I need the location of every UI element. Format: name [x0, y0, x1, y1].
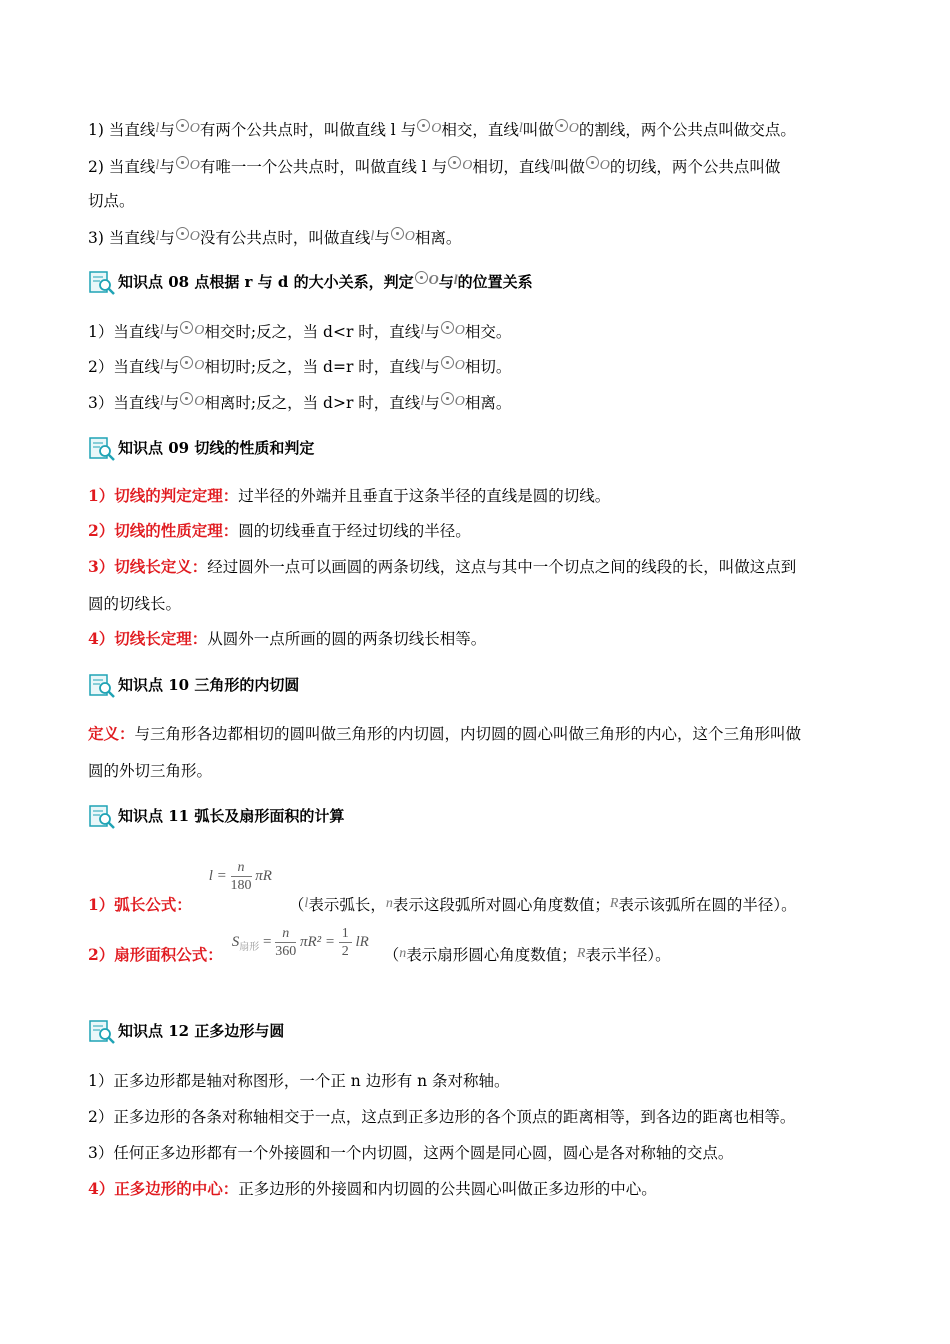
- magnifier-document-icon: [88, 271, 116, 295]
- circle-dot-icon: [176, 227, 189, 240]
- circle-dot-icon: [180, 321, 193, 334]
- s12-item2: 2）正多边形的各条对称轴相交于一点，这点到正多边形的各个顶点的距离相等，到各边的距离也相等。: [88, 1108, 796, 1126]
- circle-dot-icon: [391, 227, 404, 240]
- s09-item2: 2）切线的性质定理：圆的切线垂直于经过切线的半径。: [88, 521, 471, 540]
- s10-heading: 知识点 10 三角形的内切圆: [88, 674, 299, 698]
- circle-dot-icon: [176, 156, 189, 169]
- s12-item1: 1）正多边形都是轴对称图形，一个正 n 边形有 n 条对称轴。: [88, 1072, 510, 1090]
- s11-heading: 知识点 11 弧长及扇形面积的计算: [88, 805, 344, 829]
- circle-dot-icon: [441, 321, 454, 334]
- circle-dot-icon: [448, 156, 461, 169]
- s07-item1: 1) 当直线l与 O有两个公共点时，叫做直线 l 与 O相交，直线l叫做 O的割线，两个公共点叫做交点。: [88, 121, 796, 139]
- sector-area-equation: $S_{扇形}$ = $\frac{n}{360}$ πR² = $\frac{1}{2}$ lR: [231, 926, 369, 960]
- s09-item3: 3）切线长定义：经过圆外一点可以画圆的两条切线，这点与其中一个切点之间的线段的长，叫做这点到: [88, 557, 797, 576]
- s09-heading: 知识点 09 切线的性质和判定: [88, 437, 314, 461]
- magnifier-document-icon: [88, 674, 116, 698]
- magnifier-document-icon: [88, 805, 116, 829]
- s10-definition: 定义：与三角形各边都相切的圆叫做三角形的内切圆，内切圆的圆心叫做三角形的内心，这个三角形叫做: [88, 724, 802, 743]
- s08-heading: 知识点 08 点根据 r 与 d 的大小关系，判定 O与l的位置关系: [88, 270, 533, 295]
- circle-dot-icon: [441, 392, 454, 405]
- circle-dot-icon: [586, 156, 599, 169]
- s10-definition-cont: 圆的外切三角形。: [88, 762, 213, 780]
- circle-dot-icon: [415, 271, 428, 284]
- s09-item3-cont: 圆的切线长。: [88, 595, 182, 613]
- s09-item1: 1）切线的判定定理：过半径的外端并且垂直于这条半径的直线是圆的切线。: [88, 486, 611, 505]
- circle-dot-icon: [555, 119, 568, 132]
- magnifier-document-icon: [88, 437, 116, 461]
- magnifier-document-icon: [88, 1020, 116, 1044]
- arc-length-equation: l = $\frac{n}{180}$ πR: [208, 860, 272, 894]
- s07-item3: 3) 当直线l与 O没有公共点时，叫做直线l与 O相离。: [88, 229, 462, 247]
- s11-arc-length-formula: 1）弧长公式： l = $\frac{n}{180}$ πR （l表示弧长，n表示这段弧所对圆心角度数值；R表示该弧所在圆的半径）。: [88, 856, 797, 925]
- s12-heading: 知识点 12 正多边形与圆: [88, 1020, 284, 1044]
- s08-item3: 3）当直线l与 O相离时;反之，当 d>r 时，直线l与 O相离。: [88, 394, 512, 412]
- s08-item2: 2）当直线l与 O相切时;反之，当 d=r 时，直线l与 O相切。: [88, 358, 512, 376]
- circle-dot-icon: [441, 356, 454, 369]
- s12-item3: 3）任何正多边形都有一个外接圆和一个内切圆，这两个圆是同心圆，圆心是各对称轴的交点。: [88, 1144, 734, 1162]
- s12-item4: 4）正多边形的中心：正多边形的外接圆和内切圆的公共圆心叫做正多边形的中心。: [88, 1179, 657, 1198]
- s07-item2: 2) 当直线l与 O有唯一一个公共点时，叫做直线 l 与 O相切，直线l叫做 O的切线，两个公共点叫做: [88, 158, 781, 176]
- s09-item4: 4）切线长定理：从圆外一点所画的圆的两条切线长相等。: [88, 629, 487, 648]
- s11-sector-area-formula: 2）扇形面积公式： $S_{扇形}$ = $\frac{n}{360}$ πR² = $\frac{1}{2}$ lR （n表示扇形圆心角度数值；R表示半径）。: [88, 922, 671, 975]
- circle-dot-icon: [417, 119, 430, 132]
- circle-dot-icon: [176, 119, 189, 132]
- s08-item1: 1）当直线l与 O相交时;反之，当 d<r 时，直线l与 O相交。: [88, 323, 512, 341]
- circle-dot-icon: [180, 392, 193, 405]
- circle-dot-icon: [180, 356, 193, 369]
- s07-item2-cont: 切点。: [88, 192, 135, 210]
